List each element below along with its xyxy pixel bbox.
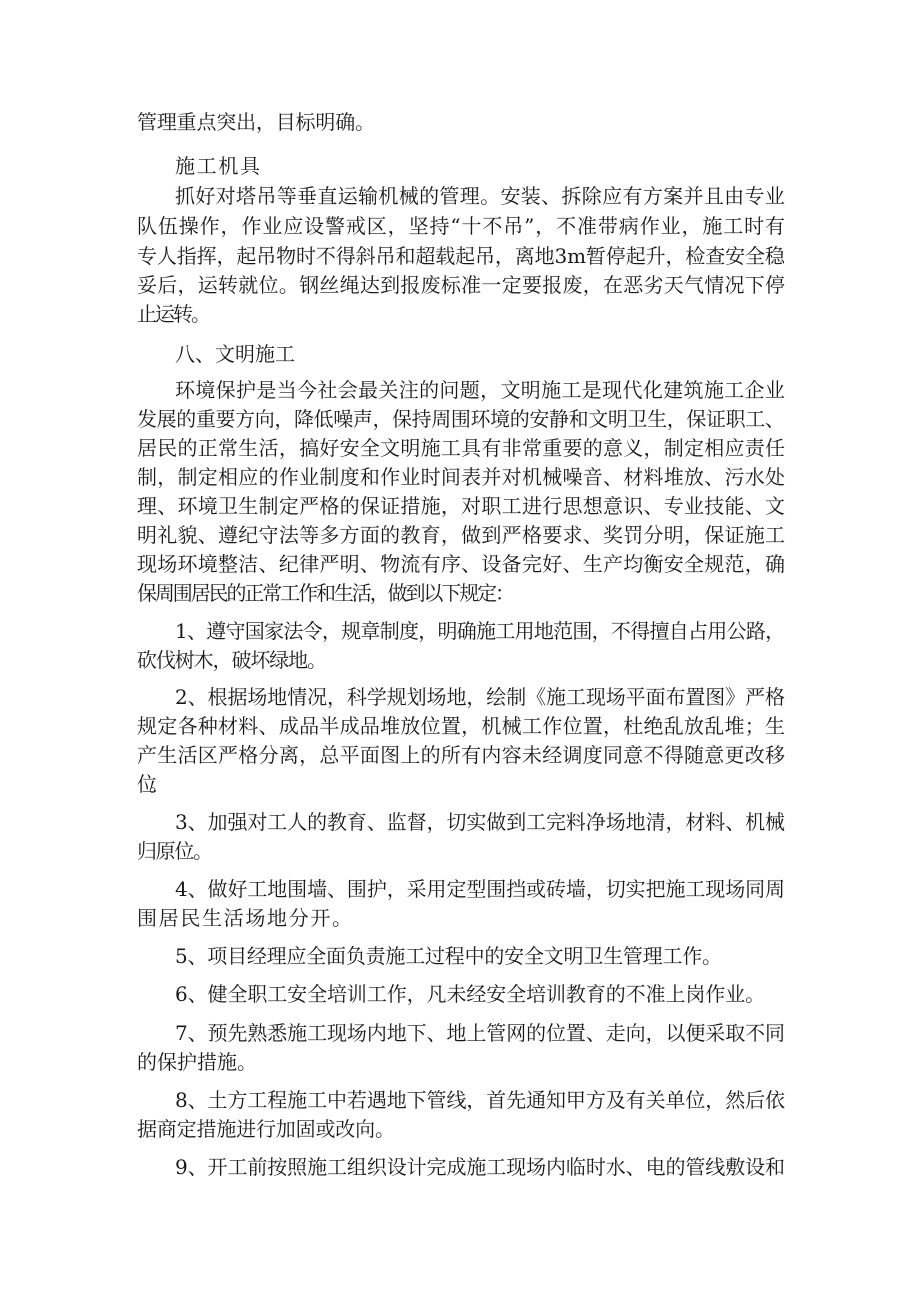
- line-text: 妥后，运转就位。钢丝绳达到报废标准一定要报废，在恶劣天气情况下停: [137, 273, 786, 297]
- line-text: 管理重点突出，目标明确。: [137, 110, 375, 134]
- line-text: 围居民生活场地分开。: [137, 906, 354, 930]
- text-line: [0, 183, 920, 209]
- line-text: 止运转。: [137, 302, 209, 326]
- section-heading: [0, 153, 920, 179]
- text-line: [0, 647, 920, 673]
- text-line: [0, 838, 920, 864]
- line-text: 1、遵守国家法令，规章制度，明确施工用地范围，不得擅自占用公路，: [175, 619, 785, 643]
- line-text: 7、预先熟悉施工现场内地下、地上管网的位置、走向，以便采取不同: [175, 1021, 785, 1045]
- text-line: [0, 580, 920, 606]
- text-line: [0, 109, 920, 135]
- line-text: 抓好对塔吊等垂直运输机械的管理。安装、拆除应有方案并且由专业: [175, 184, 786, 208]
- line-text: 3、加强对工人的教育、监督，切实做到工完料净场地清，材料、机械: [175, 810, 785, 834]
- line-text: 现场环境整洁、纪律严明、物流有序、设备完好、生产均衡安全规范，确: [137, 552, 786, 576]
- text-line: [0, 243, 920, 269]
- line-text: 的保护措施。: [137, 1050, 257, 1074]
- text-line: [0, 905, 920, 931]
- list-item: [0, 684, 920, 710]
- line-text: 制，制定相应的作业制度和作业时间表并对机械噪音、材料堆放、污水处: [137, 465, 786, 489]
- text-line: [0, 435, 920, 461]
- text-line: [0, 493, 920, 519]
- text-line: [0, 1116, 920, 1142]
- text-line: [0, 742, 920, 768]
- line-text: 居民的正常生活，搞好安全文明施工具有非常重要的意义，制定相应责任: [137, 436, 786, 460]
- section-heading: [0, 341, 920, 367]
- text-line: [0, 406, 920, 432]
- list-item: [0, 618, 920, 644]
- list-item: [0, 1154, 920, 1180]
- line-text: 位。: [137, 772, 161, 796]
- text-line: [0, 464, 920, 490]
- line-text: 保周围居民的正常工作和生活，做到以下规定：: [137, 581, 513, 605]
- line-text: 砍伐树木，破坏绿地。: [137, 648, 326, 672]
- line-text: 八、文明施工: [175, 342, 295, 366]
- line-text: 据商定措施进行加固或改向。: [137, 1117, 395, 1141]
- text-line: [0, 377, 920, 403]
- line-text: 施工机具: [175, 154, 262, 178]
- line-text: 4、做好工地围墙、围护，采用定型围挡或砖墙，切实把施工现场同周: [175, 877, 785, 901]
- line-text: 6、健全职工安全培训工作，凡未经安全培训教育的不准上岗作业。: [175, 982, 766, 1006]
- list-item: [0, 943, 920, 969]
- line-text: 5、项目经理应全面负责施工过程中的安全文明卫生管理工作。: [175, 944, 722, 968]
- text-line: [0, 522, 920, 548]
- list-item: [0, 876, 920, 902]
- list-item: [0, 1020, 920, 1046]
- text-line: [0, 771, 920, 797]
- text-line: [0, 1049, 920, 1075]
- line-text: 2、根据场地情况，科学规划场地，绘制《施工现场平面布置图》严格: [175, 685, 785, 709]
- line-text: 环境保护是当今社会最关注的问题，文明施工是现代化建筑施工企业: [175, 378, 786, 402]
- line-text: 队伍操作，作业应设警戒区，坚持“十不吊”，不准带病作业，施工时有: [137, 214, 786, 238]
- list-item: [0, 981, 920, 1007]
- text-line: [0, 713, 920, 739]
- list-item: [0, 809, 920, 835]
- text-line: [0, 272, 920, 298]
- line-text: 产生活区严格分离，总平面图上的所有内容未经调度同意不得随意更改移: [137, 743, 786, 767]
- line-text: 发展的重要方向，降低噪声，保持周围环境的安静和文明卫生，保证职工、: [137, 407, 785, 431]
- line-text: 专人指挥，起吊物时不得斜吊和超载起吊，离地3m暂停起升，检查安全稳: [137, 244, 785, 268]
- text-line: [0, 551, 920, 577]
- line-text: 9、开工前按照施工组织设计完成施工现场内临时水、电的管线敷设和: [175, 1155, 785, 1179]
- line-text: 明礼貌、遵纪守法等多方面的教育，做到严格要求、奖罚分明，保证施工: [137, 523, 786, 547]
- text-line: [0, 301, 920, 327]
- line-text: 归原位。: [137, 839, 212, 863]
- line-text: 规定各种材料、成品半成品堆放位置，机械工作位置，杜绝乱放乱堆；生: [137, 714, 786, 738]
- list-item: [0, 1087, 920, 1113]
- line-text: 8、土方工程施工中若遇地下管线，首先通知甲方及有关单位，然后依: [175, 1088, 785, 1112]
- text-line: [0, 213, 920, 239]
- line-text: 理、环境卫生制定严格的保证措施，对职工进行思想意识、专业技能、文: [137, 494, 786, 518]
